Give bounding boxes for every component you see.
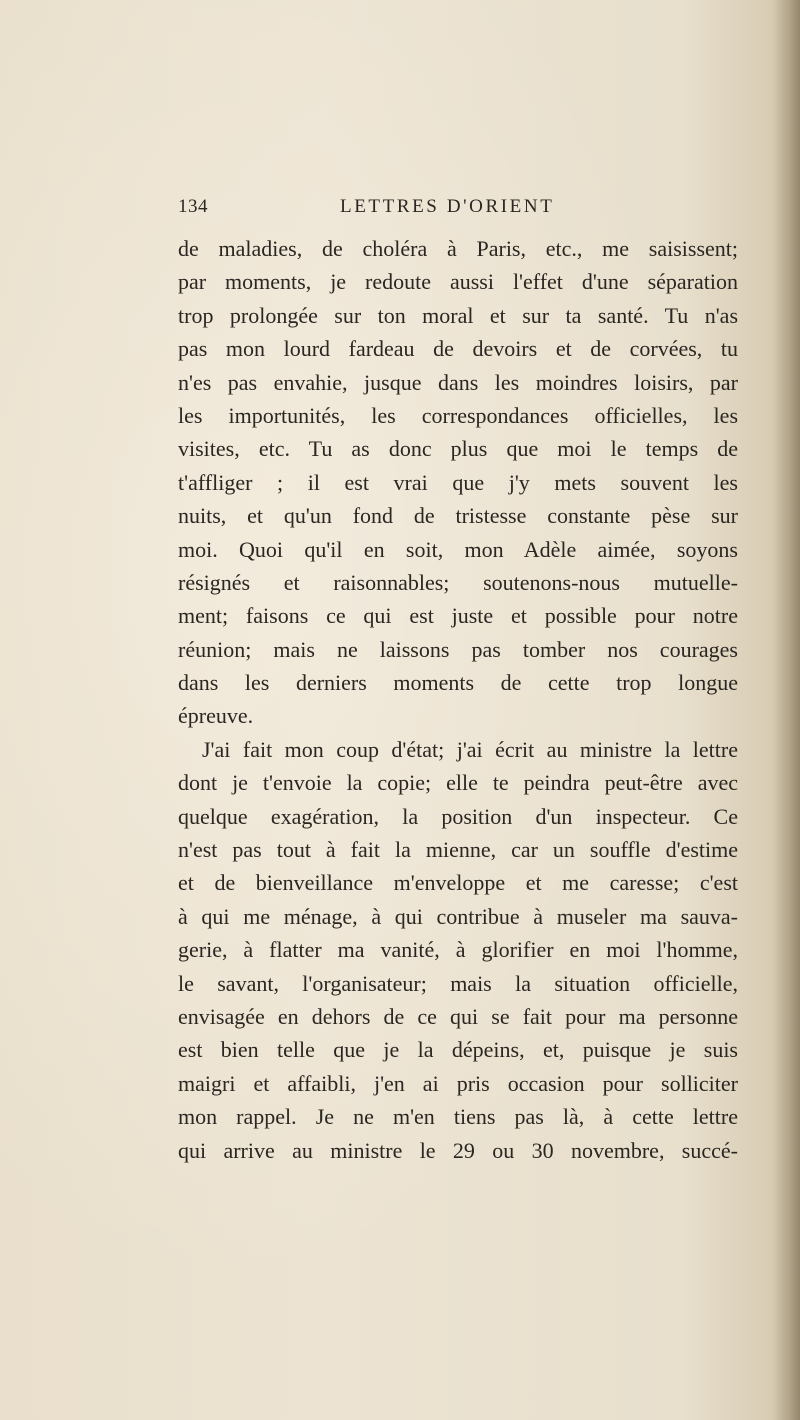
text-line: pas mon lourd fardeau de devoirs et de corvées, tu: [178, 336, 738, 362]
text-line: mon rappel. Je ne m'en tiens pas là, à cette lettre: [178, 1104, 738, 1130]
text-line: moi. Quoi qu'il en soit, mon Adèle aimée, soyons: [178, 536, 738, 562]
text-line: qui arrive au ministre le 29 ou 30 novembre, succé-: [178, 1137, 738, 1163]
text-line: gerie, à flatter ma vanité, à glorifier en moi l'homme,: [178, 937, 738, 963]
text-line: quelque exagération, la position d'un inspecteur. Ce: [178, 803, 738, 829]
text-line: dont je t'envoie la copie; elle te peindra peut-être avec: [178, 770, 738, 796]
text-line: par moments, je redoute aussi l'effet d'une séparation: [178, 269, 738, 295]
paragraph-2: [178, 733, 738, 1167]
text-line: n'es pas envahie, jusque dans les moindres loisirs, par: [178, 369, 738, 395]
running-head: [178, 196, 738, 224]
body-text: [178, 232, 738, 1167]
text-line: est bien telle que je la dépeins, et, puisque je suis: [178, 1037, 738, 1063]
text-line: et de bienveillance m'enveloppe et me caresse; c'est: [178, 870, 738, 896]
text-line: dans les derniers moments de cette trop longue: [178, 670, 738, 696]
page-number: 134: [178, 196, 208, 217]
text-line: envisagée en dehors de ce qui se fait pour ma personne: [178, 1003, 738, 1029]
text-line: J'ai fait mon coup d'état; j'ai écrit au ministre la lettre: [202, 736, 738, 762]
paragraph-1: [178, 232, 738, 733]
text-line: résignés et raisonnables; soutenons-nous mutuelle-: [178, 569, 738, 595]
text-line: ment; faisons ce qui est juste et possible pour notre: [178, 603, 738, 629]
running-title: LETTRES D'ORIENT: [340, 196, 555, 217]
text-line: réunion; mais ne laissons pas tomber nos courages: [178, 636, 738, 662]
text-line: maigri et affaibli, j'en ai pris occasion pour solliciter: [178, 1070, 738, 1096]
text-line: à qui me ménage, à qui contribue à museler ma sauva-: [178, 903, 738, 929]
text-line: n'est pas tout à fait la mienne, car un souffle d'estime: [178, 837, 738, 863]
text-line: t'affliger ; il est vrai que j'y mets souvent les: [178, 469, 738, 495]
text-line: épreuve.: [178, 703, 254, 729]
page-gutter-shadow: [774, 0, 800, 1420]
text-line: les importunités, les correspondances officielles, les: [178, 402, 738, 428]
text-line: nuits, et qu'un fond de tristesse constante pèse sur: [178, 503, 738, 529]
text-line: visites, etc. Tu as donc plus que moi le temps de: [178, 436, 738, 462]
text-line: de maladies, de choléra à Paris, etc., me saisissent;: [178, 236, 738, 261]
text-line: trop prolongée sur ton moral et sur ta santé. Tu n'as: [178, 302, 738, 328]
text-line: le savant, l'organisateur; mais la situation officielle,: [178, 970, 738, 996]
